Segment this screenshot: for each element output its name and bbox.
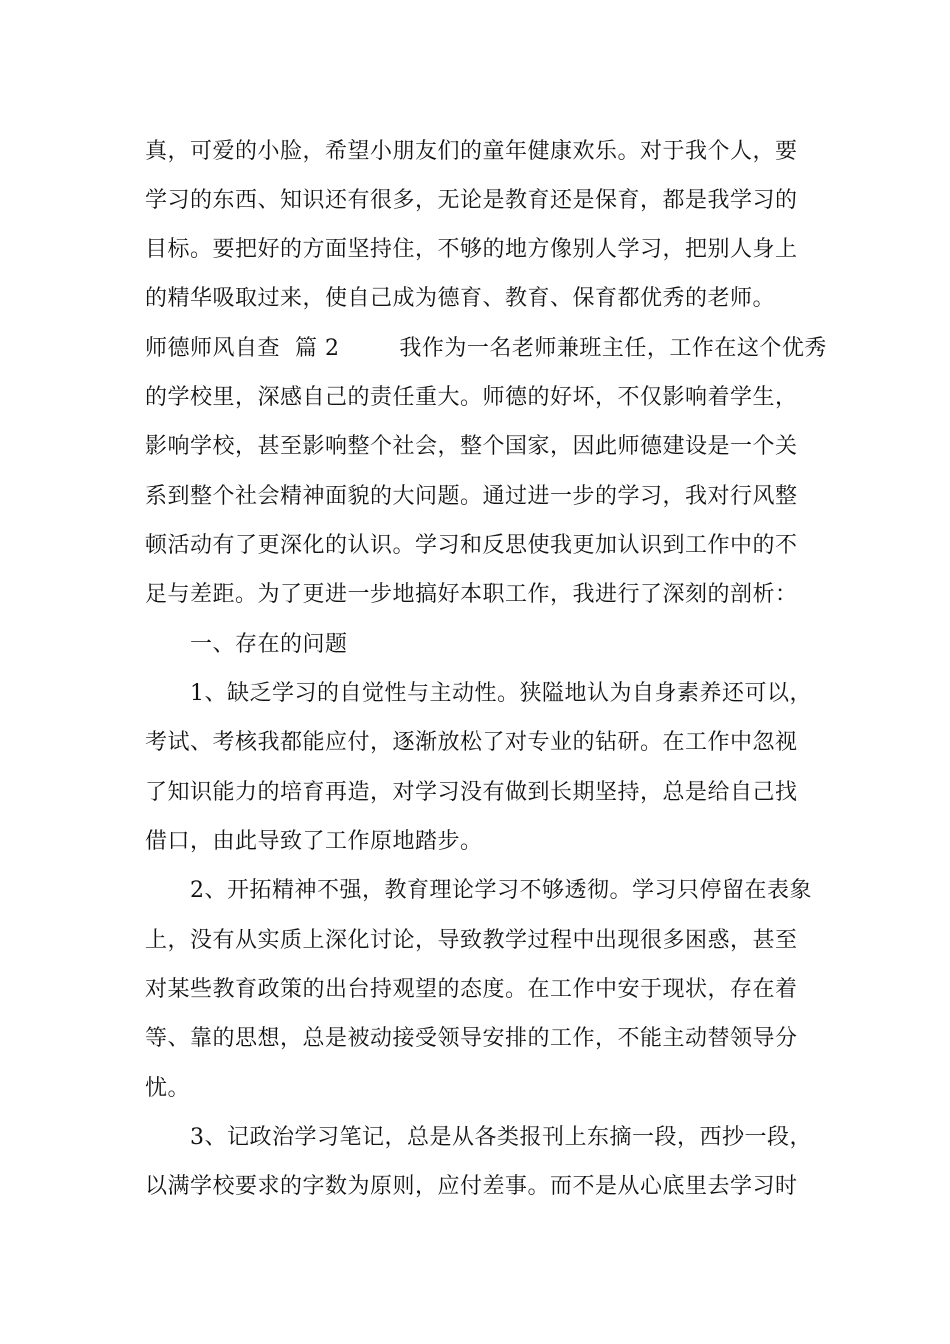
text-line: 1、缺乏学习的自觉性与主动性。狭隘地认为自身素养还可以， — [190, 681, 812, 706]
text-line: 的精华吸取过来，使自己成为德育、教育、保育都优秀的老师。 — [145, 286, 776, 311]
text-line: 影响学校，甚至影响整个社会，整个国家，因此师德建设是一个关 — [145, 434, 798, 459]
text-line: 顿活动有了更深化的认识。学习和反思使我更加认识到工作中的不 — [145, 533, 798, 558]
text-line: 足与差距。为了更进一步地搞好本职工作，我进行了深刻的剖析： — [145, 582, 798, 607]
text-line: 真，可爱的小脸，希望小朋友们的童年健康欢乐。对于我个人，要 — [145, 139, 798, 164]
subheading: 一、存在的问题 — [190, 632, 348, 657]
text-line: 等、靠的思想，总是被动接受领导安排的工作，不能主动替领导分 — [145, 1026, 798, 1051]
text-line: 考试、考核我都能应付，逐渐放松了对专业的钻研。在工作中忽视 — [145, 730, 798, 755]
text-line: 了知识能力的培育再造，对学习没有做到长期坚持，总是给自己找 — [145, 780, 798, 805]
text-line: 忧。 — [145, 1076, 191, 1101]
text-line: 系到整个社会精神面貌的大问题。通过进一步的学习，我对行风整 — [145, 484, 798, 509]
text-line: 3、记政治学习笔记，总是从各类报刊上东摘一段，西抄一段， — [190, 1125, 812, 1150]
text-line: 的学校里，深感自己的责任重大。师德的好坏，不仅影响着学生， — [145, 385, 798, 410]
text-line: 上，没有从实质上深化讨论，导致教学过程中出现很多困惑，甚至 — [145, 928, 798, 953]
text-line: 目标。要把好的方面坚持住，不够的地方像别人学习，把别人身上 — [145, 237, 798, 262]
text-line: 学习的东西、知识还有很多，无论是教育还是保育，都是我学习的 — [145, 188, 798, 213]
section-heading-line: 师德师风自查 篇 2 我作为一名老师兼班主任，工作在这个优秀 — [145, 336, 827, 361]
text-line: 以满学校要求的字数为原则，应付差事。而不是从心底里去学习时 — [145, 1174, 798, 1199]
text-line: 借口，由此导致了工作原地踏步。 — [145, 829, 483, 854]
text-line: 对某些教育政策的出台持观望的态度。在工作中安于现状，存在着 — [145, 977, 798, 1002]
text-line: 2、开拓精神不强，教育理论学习不够透彻。学习只停留在表象 — [190, 878, 812, 903]
